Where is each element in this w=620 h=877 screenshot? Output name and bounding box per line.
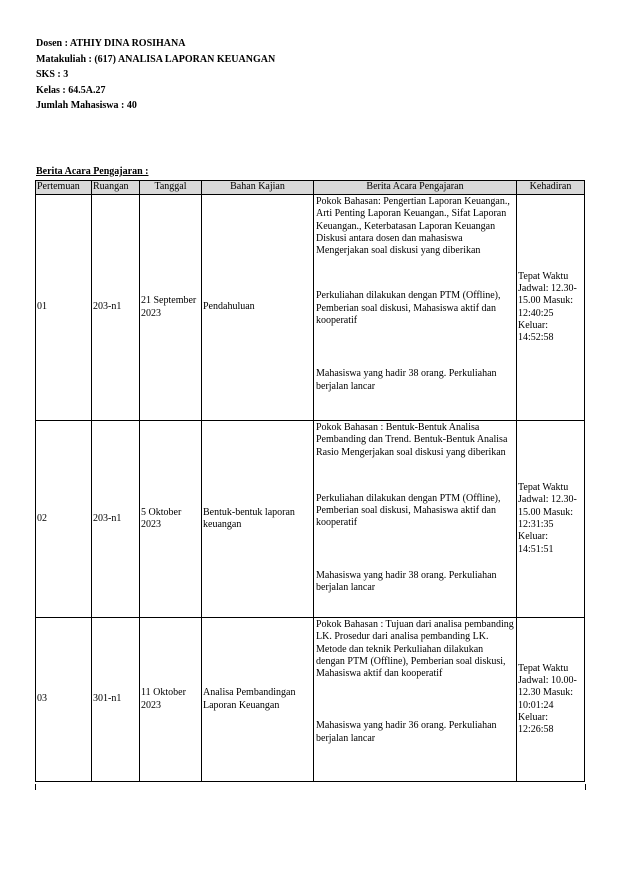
col-header-berita-acara: Berita Acara Pengajaran <box>314 181 517 195</box>
col-header-ruangan: Ruangan <box>92 181 140 195</box>
col-header-kehadiran: Kehadiran <box>517 181 585 195</box>
student-count: Jumlah Mahasiswa : 40 <box>36 100 137 111</box>
cell-berita-acara <box>314 421 517 618</box>
cell-ruangan: 203-n1 <box>92 195 140 421</box>
table-row <box>36 195 585 421</box>
lecturer-info <box>36 36 275 114</box>
berita-main-text: Pokok Bahasan: Pengertian Laporan Keuangan., Arti Penting Laporan Keuangan., Sifat Laporan Keuangan., Keterbatasan Laporan Keuangan Diskusi antara dosen dan mahasiswa Mengerjakan soal diskusi yang diberikan <box>316 196 510 257</box>
credit-units: SKS : 3 <box>36 69 69 80</box>
cell-bahan-kajian: Bentuk-bentuk laporan keuangan <box>202 421 314 618</box>
cell-ruangan: 203-n1 <box>92 421 140 618</box>
cell-bahan-kajian: Pendahuluan <box>202 195 314 421</box>
section-title: Berita Acara Pengajaran : <box>36 166 149 177</box>
course-name: Matakuliah : (617) ANALISA LAPORAN KEUANGAN <box>36 53 276 65</box>
cell-kehadiran: Tepat Waktu Jadwal: 12.30-15.00 Masuk: 12:40:25 Keluar: 14:52:58 <box>517 195 585 421</box>
berita-main-text: Pokok Bahasan : Bentuk-Bentuk Analisa Pembanding dan Trend. Bentuk-Bentuk Analisa Rasio Mengerjakan soal diskusi yang diberikan <box>316 422 508 458</box>
cell-bahan-kajian: Analisa Pembandingan Laporan Keuangan <box>202 618 314 782</box>
berita-attendance-text: Mahasiswa yang hadir 38 orang. Perkuliahan berjalan lancar <box>316 569 497 594</box>
cell-pertemuan: 01 <box>36 195 92 421</box>
cell-pertemuan: 02 <box>36 421 92 618</box>
berita-attendance-text: Mahasiswa yang hadir 38 orang. Perkuliahan berjalan lancar <box>316 368 497 392</box>
col-header-bahan-kajian: Bahan Kajian <box>202 181 314 195</box>
teaching-record-table <box>35 180 585 782</box>
col-header-pertemuan: Pertemuan <box>36 181 92 195</box>
berita-method-text: Perkuliahan dilakukan dengan PTM (Offline), Pemberian soal diskusi, Mahasiswa aktif dan kooperatif <box>316 492 501 529</box>
cell-tanggal: 5 Oktober 2023 <box>140 421 202 618</box>
cell-berita-acara <box>314 195 517 421</box>
cell-pertemuan: 03 <box>36 618 92 782</box>
table-continuation <box>35 784 586 790</box>
cell-ruangan: 301-n1 <box>92 618 140 782</box>
cell-kehadiran: Tepat Waktu Jadwal: 10.00-12.30 Masuk: 10:01:24 Keluar: 12:26:58 <box>517 618 585 782</box>
cell-kehadiran: Tepat Waktu Jadwal: 12.30-15.00 Masuk: 12:31:35 Keluar: 14:51:51 <box>517 421 585 618</box>
table-row <box>36 618 585 782</box>
class-code: Kelas : 64.5A.27 <box>36 84 106 96</box>
col-header-tanggal: Tanggal <box>140 181 202 195</box>
berita-method-text: Perkuliahan dilakukan dengan PTM (Offline), Pemberian soal diskusi, Mahasiswa aktif dan kooperatif <box>316 290 501 327</box>
cell-tanggal: 11 Oktober 2023 <box>140 618 202 782</box>
cell-tanggal: 21 September 2023 <box>140 195 202 421</box>
cell-berita-acara <box>314 618 517 782</box>
table-row <box>36 421 585 618</box>
table-header-row <box>36 181 585 195</box>
berita-main-text: Pokok Bahasan : Tujuan dari analisa pembanding LK. Prosedur dari analisa pembanding LK. Metode dan teknik Perkuliahan dilakukan dengan PTM (Offline), Pemberian soal diskusi, Mahasiswa aktif dan kooperatif <box>316 619 514 680</box>
lecturer-name: Dosen : ATHIY DINA ROSIHANA <box>36 38 186 49</box>
berita-attendance-text: Mahasiswa yang hadir 36 orang. Perkuliahan berjalan lancar <box>316 720 497 744</box>
